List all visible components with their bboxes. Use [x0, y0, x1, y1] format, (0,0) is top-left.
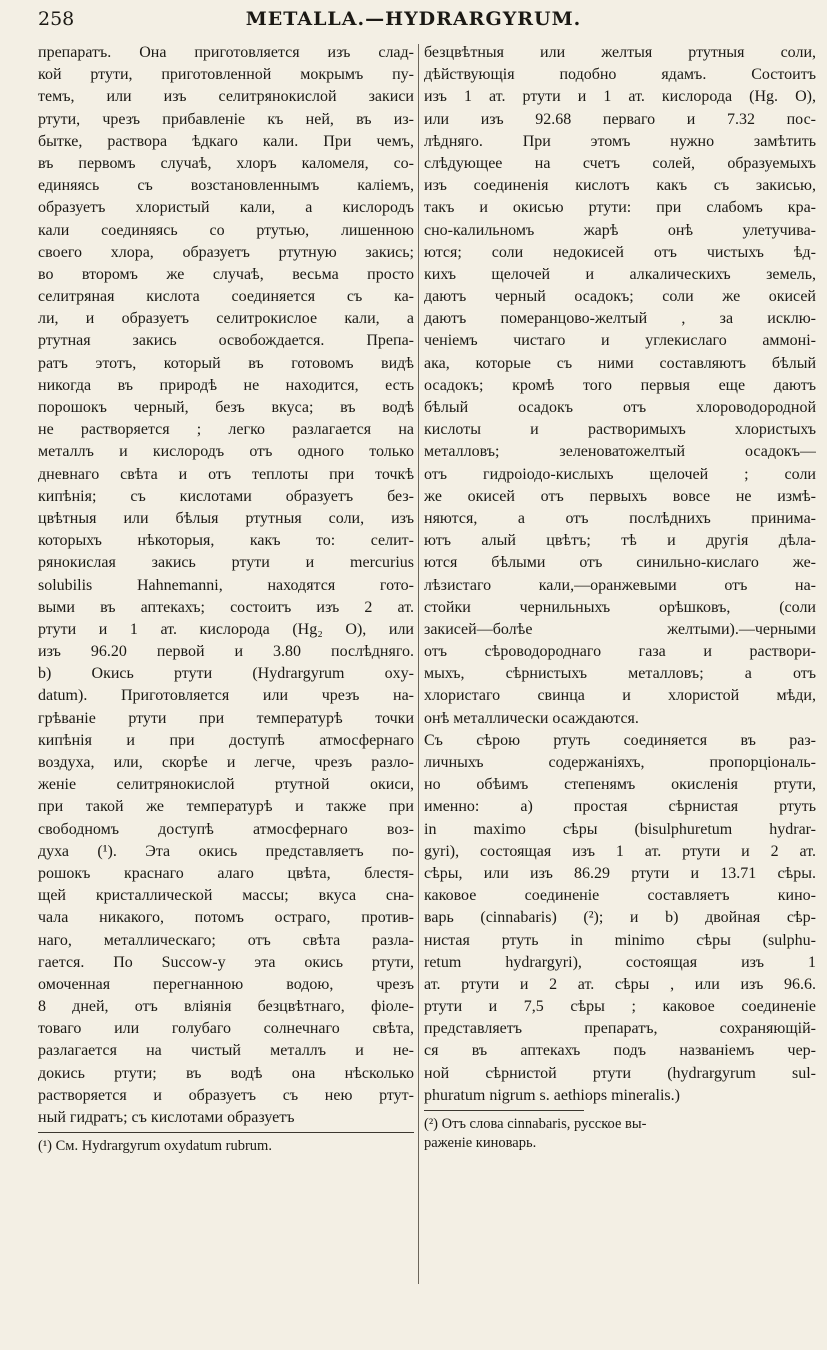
text-line: во второмъ же случаѣ, весьма просто [38, 265, 414, 283]
text-line: грѣваніе ртути при температурѣ точки [38, 709, 414, 727]
text-line: кихъ щелочей и алкалическихъ земель, [424, 265, 816, 283]
right-text-column [424, 42, 816, 1153]
footnote-rule [38, 1132, 414, 1133]
text-line: каковое соединеніе составляетъ кино- [424, 887, 816, 905]
text-line: ртути и 1 ат. кислорода (Hg₂ O), или [38, 620, 414, 638]
text-line: лѣзистаго кали,—оранжевыми отъ на- [424, 576, 816, 594]
text-line: gyri), состоящая изъ 1 ат. ртути и 2 ат. [424, 842, 816, 860]
text-line: духа (¹). Эта окись представляетъ по- [38, 842, 414, 860]
text-line: селитряная кислота соединяется съ ка- [38, 288, 414, 306]
text-line: рянокислая закись ртути и mercurius [38, 554, 414, 572]
text-line: препаратъ. Она приготовляется изъ слад- [38, 44, 414, 61]
text-line: онѣ металлически осаждаются. [424, 709, 639, 727]
text-line: въ первомъ случаѣ, хлоръ каломеля, со- [38, 154, 414, 172]
text-line: сѣры, или изъ 86.29 ртути и 13.71 сѣры. [424, 864, 816, 882]
text-line: ченіемъ чистаго и углекислаго аммоні- [424, 332, 816, 350]
text-line: ются; соли недокисей отъ чистыхъ ѣд- [424, 243, 816, 261]
text-line: которыхъ нѣкоторыя, какъ то: селит- [38, 532, 414, 550]
text-line: phuratum nigrum s. aethiops mineralis.) [424, 1086, 680, 1104]
text-line: ртути и 7,5 сѣры ; каковое соединеніе [424, 998, 816, 1016]
text-line: своего хлора, образуетъ ртутную закись; [38, 243, 414, 261]
text-line: омоченная перегнанною водою, чрезъ [38, 975, 414, 993]
text-line: лѣдняго. При этомъ нужно замѣтить [424, 132, 816, 150]
text-line: никогда въ природѣ не находится, есть [38, 376, 414, 394]
text-line: Съ сѣрою ртуть соединяется въ раз- [424, 731, 816, 749]
text-line: ртутная закись освобождается. Препа- [38, 332, 414, 350]
text-line: дѣйствующія подобно ядамъ. Состоитъ [424, 66, 816, 84]
text-line: отъ гидроіодо-кислыхъ щелочей ; соли [424, 465, 816, 483]
text-line: ной сѣрнистой ртути (hydrargyrum sul- [424, 1064, 816, 1082]
text-line: такъ и окисью ртути: при слабомъ кра- [424, 199, 816, 217]
text-line: представляетъ препаратъ, сохраняющій- [424, 1020, 816, 1038]
text-line: разлагается на чистый металлъ и не- [38, 1042, 414, 1060]
text-line: ются бѣлыми отъ синильно-кислаго же- [424, 554, 816, 572]
text-line: закисей—болѣе желтыми).—черными [424, 620, 816, 638]
text-line: ся въ аптекахъ подъ названіемъ чер- [424, 1042, 816, 1060]
text-line: порошокъ черный, безъ вкуса; въ водѣ [38, 399, 414, 416]
text-line: воздуха, или, скорѣе и легче, чрезъ разло- [38, 754, 414, 771]
text-line: докись ртути; въ водѣ она нѣсколько [38, 1064, 414, 1082]
text-line: товаго или голубаго солнечнаго свѣта, [38, 1020, 414, 1038]
text-line: кой ртути, приготовленной мокрымъ пу- [38, 66, 414, 84]
text-line: металловъ; зеленоватожелтый осадокъ— [424, 443, 816, 461]
text-line: кипѣнія и при доступѣ атмосфернаго [38, 731, 414, 749]
text-line: растворяется и образуетъ съ нею ртут- [38, 1086, 414, 1104]
text-line: стойки чернильныхъ орѣшковъ, (соли [424, 598, 816, 616]
text-line: ака, которые съ ними составляютъ бѣлый [424, 354, 816, 372]
text-line: кислоты и растворимыхъ хлористыхъ [424, 421, 816, 439]
text-line: цвѣтныя или бѣлыя ртутныя соли, изъ [38, 509, 414, 527]
text-line: ли, и образуетъ селитрокислое кали, а [38, 310, 414, 328]
text-line: бытке, раствора ѣдкаго кали. При чемъ, [38, 132, 414, 150]
text-line: чала никакого, потомъ остраго, против- [38, 909, 414, 927]
text-line: металлъ и кислородъ отъ одного только [38, 443, 414, 461]
column-divider [418, 44, 419, 1284]
page-number: 258 [38, 8, 75, 30]
text-line: же окисей отъ первыхъ вовсе не измѣ- [424, 487, 816, 505]
text-line: даютъ черный осадокъ; соли же окисей [424, 288, 816, 306]
page-header [0, 6, 827, 36]
text-line: рошокъ краснаго алаго цвѣта, блестя- [38, 864, 414, 882]
text-line: наго, металлическаго; отъ свѣта разла- [38, 931, 414, 949]
text-line: solubilis Hahnemanni, находятся гото- [38, 576, 414, 594]
text-line: retum hydrargyri), состоящая изъ 1 [424, 953, 816, 971]
text-line: образуетъ хлористый кали, а кислородъ [38, 199, 414, 217]
text-line: ат. ртути и 2 ат. сѣры , или изъ 96.6. [424, 975, 816, 993]
text-line: выми въ аптекахъ; состоитъ изъ 2 ат. [38, 598, 414, 616]
text-line: сно-калильномъ жарѣ онѣ улетучива- [424, 221, 816, 239]
running-title: METALLA.—HYDRARGYRUM. [245, 8, 582, 30]
text-line: изъ 96.20 первой и 3.80 послѣдняго. [38, 643, 414, 661]
text-line: ртути, чрезъ прибавленіе къ ней, въ из- [38, 110, 414, 128]
text-line: дневнаго свѣта и отъ теплоты при точкѣ [38, 465, 414, 483]
text-line: изъ 1 ат. ртути и 1 ат. кислорода (Hg. O), [424, 88, 816, 106]
text-line: b) Окись ртути (Hydrargyrum oxy- [38, 665, 414, 683]
text-line: ютъ алый цвѣтъ; тѣ и другія дѣла- [424, 532, 816, 550]
text-line: осадокъ; кромѣ того первыя еще даютъ [424, 376, 816, 394]
text-line: кали соединяясь со ртутью, лишенною [38, 221, 414, 239]
text-line: единяясь съ возстановленнымъ каліемъ, [38, 177, 414, 195]
text-line: варь (cinnabaris) (²); и b) двойная сѣр- [424, 909, 816, 927]
text-line: гается. По Succow-у эта окись ртути, [38, 953, 414, 971]
text-line: 8 дней, отъ вліянія безцвѣтнаго, фіоле- [38, 998, 414, 1016]
left-text-column [38, 42, 414, 1156]
footnote: (¹) См. Hydrargyrum oxydatum rubrum. [38, 1138, 272, 1155]
text-line: женіе селитрянокислой ртутной окиси, [38, 776, 414, 794]
text-line: даютъ померанцово-желтый , за исклю- [424, 310, 816, 328]
text-line: datum). Приготовляется или чрезъ на- [38, 687, 414, 705]
text-line: няются, а отъ послѣднихъ принима- [424, 509, 816, 527]
text-line: хлористаго свинца и хлористой мѣди, [424, 687, 816, 705]
text-line: безцвѣтныя или желтыя ртутныя соли, [424, 44, 816, 61]
text-line: или изъ 92.68 перваго и 7.32 пос- [424, 110, 816, 128]
text-line: отъ сѣроводороднаго газа и раствори- [424, 643, 816, 661]
text-line: нистая ртуть in minimo сѣры (sulphu- [424, 931, 816, 949]
text-line: бѣлый осадокъ отъ хлороводородной [424, 399, 816, 416]
text-line: ный гидратъ; съ кислотами образуетъ [38, 1109, 295, 1126]
footnote-line: раженіе киноварь. [424, 1135, 537, 1151]
text-line: мыхъ, сѣрнистыхъ металловъ; а отъ [424, 665, 816, 683]
footnote-rule [424, 1110, 584, 1111]
text-line: но обѣимъ степенямъ окисленія ртути, [424, 776, 816, 794]
text-line: не растворяется ; легко разлагается на [38, 421, 414, 439]
text-line: темъ, или изъ селитрянокислой закиси [38, 88, 414, 106]
text-line: изъ соединенія кислотъ какъ съ закисью, [424, 177, 816, 195]
footnote-line: (²) Отъ слова cinnabaris, русское вы- [424, 1116, 647, 1132]
text-line: свободномъ доступѣ атмосфернаго воз- [38, 820, 414, 838]
text-line: кипѣнія; съ кислотами образуетъ без- [38, 487, 414, 505]
text-line: личныхъ содержаніяхъ, пропорціональ- [424, 754, 816, 771]
text-line: in maximo сѣры (bisulphuretum hydrar- [424, 820, 816, 838]
text-line: именно: a) простая сѣрнистая ртуть [424, 798, 816, 816]
text-line: при такой же температурѣ и также при [38, 798, 414, 816]
text-line: щей кристаллической массы; вкуса сна- [38, 887, 414, 905]
text-line: ратъ этотъ, который въ готовомъ видѣ [38, 354, 414, 372]
text-line: слѣдующее на счетъ солей, образуемыхъ [424, 154, 816, 172]
